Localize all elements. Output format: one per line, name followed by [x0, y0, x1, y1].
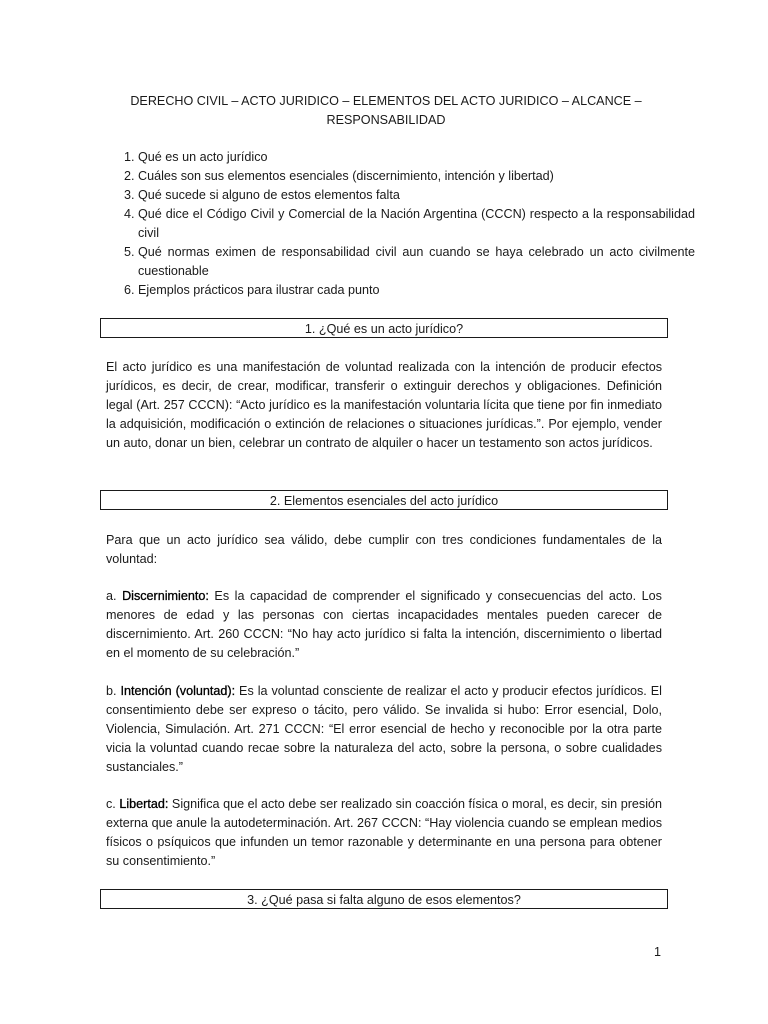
item-prefix: c.	[106, 797, 120, 811]
table-of-contents	[105, 148, 695, 300]
section-1-heading: 1. ¿Qué es un acto jurídico?	[100, 318, 668, 338]
item-prefix: a.	[106, 589, 123, 603]
section-2-intro: Para que un acto jurídico sea válido, debe cumplir con tres condiciones fundamentales de la voluntad:	[106, 533, 662, 566]
element-text: Es la voluntad consciente de realizar el acto y producir efectos jurídicos. El consentimiento debe ser expreso o tácito, pero válido. Se invalida si hubo: Error esencial, Dolo, Violencia, Simulación. Art. 271 CCCN: “El error esencial de hecho y reconocible por la otra parte vicia la voluntad cuando recae sobre la naturaleza del acto, sobre la persona, o sobre cualidades sustanciales.”	[106, 684, 662, 774]
term-discernimiento: Discernimiento:	[122, 589, 209, 603]
element-text: Significa que el acto debe ser realizado sin coacción física o moral, es decir, sin presión externa que anule la autodeterminación. Art. 267 CCCN: “Hay violencia cuando se emplean medios físicos o psíquicos que infunden un temor razonable y determinante en una persona para obtener su consentimiento.”	[106, 797, 663, 868]
section-2-heading: 2. Elementos esenciales del acto jurídico	[100, 490, 668, 510]
item-prefix: b.	[106, 684, 121, 698]
toc-item: 2. Cuáles son sus elementos esenciales (discernimiento, intención y libertad)	[138, 167, 695, 186]
term-intencion: Intención (voluntad):	[120, 684, 236, 698]
toc-item: 4. Qué dice el Código Civil y Comercial de la Nación Argentina (CCCN) respecto a la responsabilidad civil	[138, 205, 695, 243]
term-libertad: Libertad:	[119, 797, 169, 811]
toc-item: 6. Ejemplos prácticos para ilustrar cada punto	[138, 281, 695, 300]
element-intencion	[106, 682, 662, 777]
toc-item: 1. Qué es un acto jurídico	[138, 148, 695, 167]
section-1-body: El acto jurídico es una manifestación de voluntad realizada con la intención de producir efectos jurídicos, es decir, de crear, modificar, transferir o extinguir derechos y obligaciones. Definición legal (Art. 257 CCCN): “Acto jurídico es la manifestación voluntaria lícita que tiene por fin inmediato la adquisición, modificación o extinción de relaciones o situaciones jurídicas.”. Por ejemplo, vender un auto, donar un bien, celebrar un contrato de alquiler o hacer un testamento son actos jurídicos.	[106, 360, 662, 450]
element-libertad	[106, 795, 662, 871]
toc-item: 3. Qué sucede si alguno de estos elementos falta	[138, 186, 695, 205]
document-title: DERECHO CIVIL – ACTO JURIDICO – ELEMENTOS DEL ACTO JURIDICO – ALCANCE – RESPONSABILIDAD	[130, 94, 642, 127]
page-number: 1	[653, 945, 661, 959]
toc-item: 5. Qué normas eximen de responsabilidad civil aun cuando se haya celebrado un acto civilmente cuestionable	[138, 243, 695, 281]
section-3-heading: 3. ¿Qué pasa si falta alguno de esos elementos?	[100, 889, 668, 909]
element-text: Es la capacidad de comprender el significado y consecuencias del acto. Los menores de edad y las personas con ciertas incapacidades mentales pueden carecer de discernimiento. Art. 260 CCCN: “No hay acto jurídico si falta la intención, discernimiento o libertad en el momento de su celebración.”	[106, 589, 662, 660]
element-discernimiento	[106, 587, 662, 663]
